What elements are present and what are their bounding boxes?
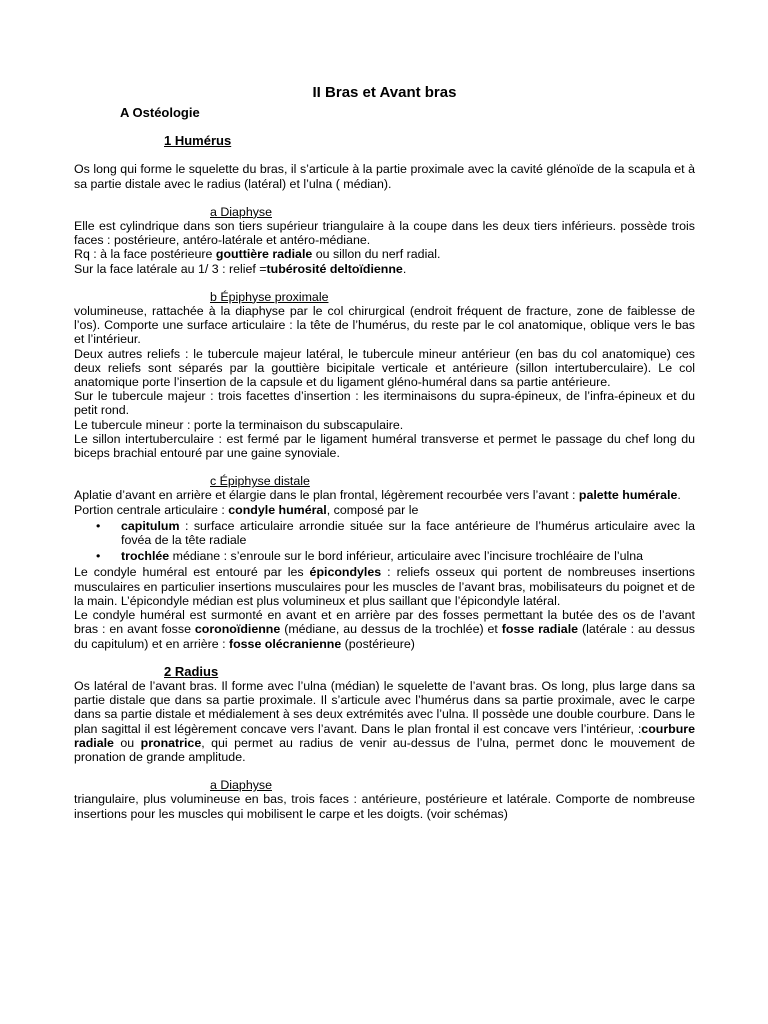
list-item: • trochlée médiane : s’enroule sur le bord inférieur, articulaire avec l’incisure trochléaire de l’ulna <box>96 549 644 564</box>
radius-intro: Os latéral de l’avant bras. Il forme avec l’ulna (médian) le squelette de l’avant bras. Os long, plus large dans sa partie distale que dans sa partie proximale. Il s’articule avec l’humérus dans sa partie proximale, avec le carpe dans sa partie distale et médialement à ses deux extrémités avec l’ulna. Il possède une double courbure. Dans le plan sagittal il est légèrement concave vers l’avant. Dans le plan frontal il est concave vers l’intérieur, :courbure radiale ou pronatrice, qui permet au radius de venir au-dessus de l’ulna, permet donc le mouvement de pronation de grande amplitude. <box>74 678 696 764</box>
humerus-diaphyse-line1: Elle est cylindrique dans son tiers supérieur triangulaire à la coupe dans les deux tiers inférieurs. possède trois faces : postérieure, antéro-latérale et antéro-médiane. <box>74 219 695 248</box>
epiphyse-distale-p4: Le condyle huméral est surmonté en avant et en arrière par des fosses permettant la butée des os de l’avant bras : en avant fosse coronoïdienne (médiane, au dessus de la trochlée) et fosse radiale (latérale : au dessus du capitulum) et en arrière : fosse olécranienne (postérieure) <box>74 608 695 651</box>
list-item: • capitulum : surface articulaire arrondie située sur la face antérieure de l’humérus articulaire avec la fovéa de la tête radiale <box>96 518 695 548</box>
epiphyse-proximale-p2: Deux autres reliefs : le tubercule majeur latéral, le tubercule mineur antérieur (en bas du col anatomique) ces deux reliefs sont séparés par la gouttière bicipitale verticale et antérieure (sillon intertuberculaire). Le col anatomique porte l’insertion de la capsule et du ligament gléno-huméral dans sa partie antérieure. <box>74 346 695 390</box>
epiphyse-proximale-p1: volumineuse, rattachée à la diaphyse par le col chirurgical (endroit fréquent de fracture, zone de faiblesse de l’os). Comporte une surface articulaire : la tête de l’humérus, du reste par le col anatomique, oblique vers le bas et l’intérieur. <box>74 304 695 347</box>
epiphyse-distale-p2: Portion centrale articulaire : condyle huméral, composé par le <box>74 502 419 517</box>
epiphyse-distale-p1: Aplatie d’avant en arrière et élargie dans le plan frontal, légèrement recourbée vers l’avant : palette humérale. <box>74 488 681 503</box>
heading-radius-diaphyse: a Diaphyse <box>210 778 272 793</box>
radius-diaphyse-p1: triangulaire, plus volumineuse en bas, trois faces : antérieure, postérieure et latérale. Comporte de nombreuse insertions pour les muscles qui mobilisent le carpe et les doigts. (voir schémas) <box>74 792 695 821</box>
section-heading-osteologie: A Ostéologie <box>120 105 200 120</box>
page-title: II Bras et Avant bras <box>312 84 457 101</box>
bullet-icon: • <box>96 549 101 564</box>
heading-radius: 2 Radius <box>164 663 219 679</box>
heading-humerus: 1 Humérus <box>164 133 232 149</box>
condyle-components-list <box>74 519 695 564</box>
epiphyse-proximale-p4: Le tubercule mineur : porte la terminaison du subscapulaire. <box>74 417 404 432</box>
epiphyse-proximale-p5: Le sillon intertuberculaire : est fermé par le ligament huméral transverse et permet le passage du chef long du biceps brachial entouré par une gaine synoviale. <box>74 431 695 461</box>
heading-humerus-diaphyse: a Diaphyse <box>210 204 272 219</box>
heading-epiphyse-proximale: b Épiphyse proximale <box>210 289 329 304</box>
epiphyse-proximale-p3: Sur le tubercule majeur : trois facettes d’insertion : les iterminaisons du supra-épineux, de l’infra-épineux et du petit rond. <box>74 389 695 418</box>
document-page <box>74 84 695 821</box>
humerus-diaphyse-line2: Rq : à la face postérieure gouttière radiale ou sillon du nerf radial. <box>74 247 441 262</box>
humerus-diaphyse-line3: Sur la face latérale au 1/ 3 : relief =tubérosité deltoïdienne. <box>74 261 407 276</box>
humerus-intro: Os long qui forme le squelette du bras, il s’articule à la partie proximale avec la cavité glénoïde de la scapula et à sa partie distale avec le radius (latéral) et l’ulna ( médian). <box>74 162 695 191</box>
bullet-icon: • <box>96 518 101 533</box>
heading-epiphyse-distale: c Épiphyse distale <box>210 474 310 489</box>
epiphyse-distale-p3: Le condyle huméral est entouré par les épicondyles : reliefs osseux qui portent de nombreuses insertions musculaires en particulier insertions musculaires pour les muscles de l’avant bras, mobilisateurs du poignet et de la main. L’épicondyle médian est plus volumineux et plus saillant que l’épicondyle latéral. <box>74 565 696 608</box>
